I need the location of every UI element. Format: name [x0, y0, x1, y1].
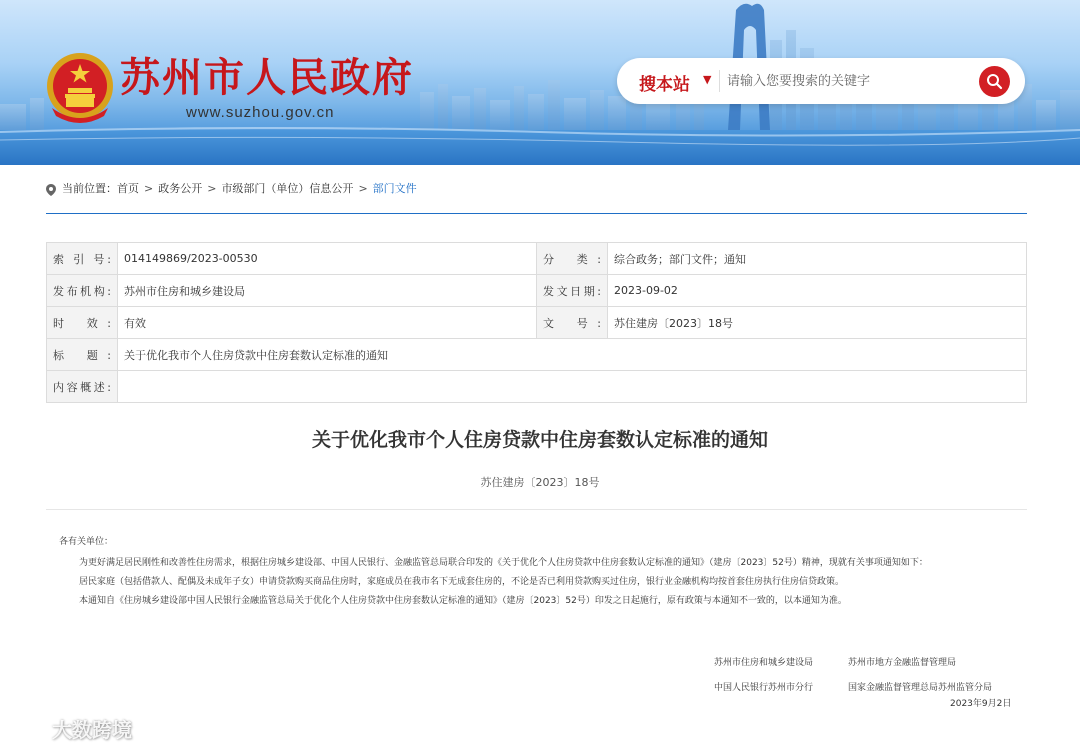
breadcrumb-item-gov-affairs[interactable]: 政务公开 — [158, 182, 203, 195]
article-paragraph: 居民家庭（包括借款人、配偶及未成年子女）申请贷款购买商品住房时，家庭成员在我市名下无成套住房的，不论是否已利用贷款购买过住房，银行业金融机构均按首套住房执行住房信贷政策。 — [79, 577, 845, 587]
doc-no-label: 文 号: — [537, 307, 608, 339]
index-no-value: 014149869/2023-00530 — [118, 243, 537, 275]
article-salutation: 各有关单位： — [59, 537, 114, 547]
document-info-table — [46, 242, 1027, 403]
breadcrumb-item-home[interactable]: 首页 — [117, 182, 139, 195]
watermark — [8, 714, 132, 743]
publisher-label: 发布机构: — [47, 275, 118, 307]
header-banner — [0, 0, 1080, 165]
article-divider — [46, 509, 1027, 510]
search-input[interactable] — [727, 69, 967, 93]
issuers-right — [848, 651, 992, 701]
national-emblem-icon — [44, 50, 116, 126]
breadcrumb — [46, 180, 1027, 214]
table-row — [47, 275, 1027, 307]
validity-value: 有效 — [118, 307, 537, 339]
issuers-left — [714, 651, 813, 701]
search-icon — [986, 73, 1003, 90]
article-doc-number: 苏住建房〔2023〕18号 — [480, 476, 600, 489]
article-paragraph: 本通知自《住房城乡建设部中国人民银行金融监管总局关于优化个人住房贷款中住房套数认定标准的通知》（建房〔2023〕52号）印发之日起施行，原有政策与本通知不一致的，以本通知为准。 — [79, 596, 847, 606]
search-divider — [719, 70, 720, 92]
watermark-text: 大数跨境 — [52, 718, 132, 742]
category-label: 分 类: — [537, 243, 608, 275]
breadcrumb-separator: > — [358, 182, 368, 195]
breadcrumb-separator: > — [207, 182, 217, 195]
article-paragraph: 为更好满足居民刚性和改善性住房需求，根据住房城乡建设部、中国人民银行、金融监管总局联合印发的《关于优化个人住房贷款中住房套数认定标准的通知》（建房〔2023〕52号）精神，现就有关事项通知如下： — [79, 558, 928, 568]
article-date: 2023年9月2日 — [950, 699, 1012, 709]
breadcrumb-item-current[interactable]: 部门文件 — [372, 182, 417, 195]
search-button[interactable] — [979, 66, 1010, 97]
issue-date-value: 2023-09-02 — [608, 275, 1027, 307]
issuer-name: 苏州市地方金融监督管理局 — [848, 658, 957, 668]
summary-label: 内容概述: — [47, 371, 118, 403]
validity-label: 时 效: — [47, 307, 118, 339]
category-value: 综合政务；部门文件；通知 — [608, 243, 1027, 275]
breadcrumb-prefix: 当前位置： — [62, 182, 117, 195]
index-no-label: 索 引 号: — [47, 243, 118, 275]
search-scope-dropdown[interactable]: 搜本站 — [639, 75, 690, 95]
issuer-name: 中国人民银行苏州市分行 — [714, 683, 814, 693]
table-row — [47, 307, 1027, 339]
chevron-down-icon[interactable]: ▼ — [703, 73, 712, 86]
article-title: 关于优化我市个人住房贷款中住房套数认定标准的通知 — [311, 429, 768, 451]
issue-date-label: 发文日期: — [537, 275, 608, 307]
table-row — [47, 243, 1027, 275]
breadcrumb-item-departments[interactable]: 市级部门（单位）信息公开 — [221, 182, 354, 195]
doc-no-value: 苏住建房〔2023〕18号 — [608, 307, 1027, 339]
title-value: 关于优化我市个人住房贷款中住房套数认定标准的通知 — [118, 339, 1027, 371]
site-title: 苏州市人民政府 — [120, 54, 414, 101]
breadcrumb-separator: > — [144, 182, 154, 195]
watermark-logo-icon — [8, 717, 48, 741]
table-row — [47, 371, 1027, 403]
table-row — [47, 339, 1027, 371]
site-url: www.suzhou.gov.cn — [186, 104, 335, 121]
publisher-value: 苏州市住房和城乡建设局 — [118, 275, 537, 307]
title-label: 标 题: — [47, 339, 118, 371]
article-body — [59, 533, 1017, 611]
summary-value — [118, 371, 1027, 403]
issuer-name: 国家金融监督管理总局苏州监管分局 — [848, 683, 993, 693]
issuer-name: 苏州市住房和城乡建设局 — [714, 658, 814, 668]
location-pin-icon — [46, 184, 56, 196]
search-bar — [617, 58, 1025, 104]
